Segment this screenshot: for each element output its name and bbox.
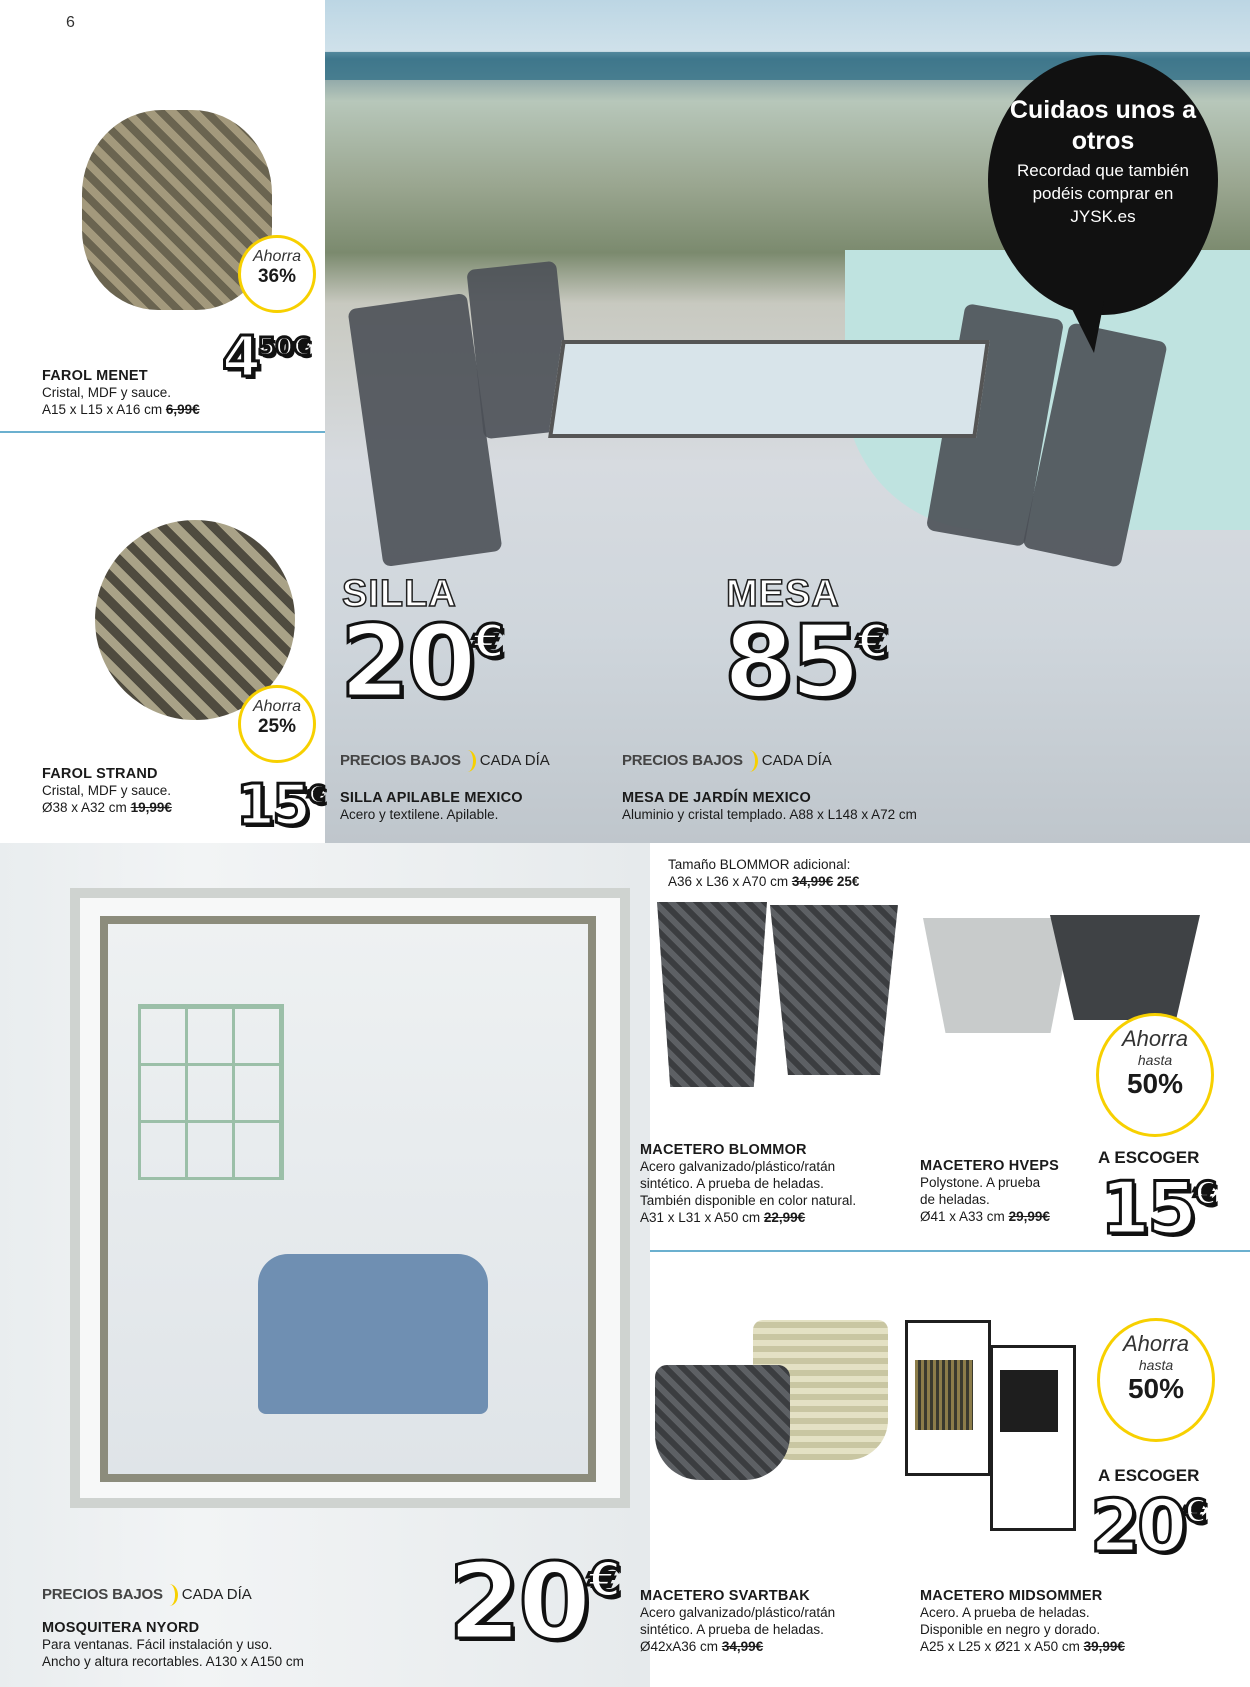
hveps-info: MACETERO HVEPS Polystone. A prueba de heladas. Ø41 x A33 cm 29,99€ xyxy=(920,1158,1059,1224)
group1-price: 15€ xyxy=(1100,1166,1217,1250)
silla-price: 20€ xyxy=(340,603,505,720)
midsommer-black-pot xyxy=(1000,1370,1058,1432)
ahorra-badge: Ahorra hasta 50% xyxy=(1097,1318,1215,1442)
blommor-tall-photo xyxy=(657,902,767,1087)
old-price: 6,99€ xyxy=(165,402,200,417)
old-price: 39,99€ xyxy=(1083,1639,1125,1654)
bubble-tail xyxy=(1068,301,1104,353)
group2-price: 20€ xyxy=(1090,1484,1207,1568)
old-price: 19,99€ xyxy=(130,800,172,815)
farol-menet-price: $4^{50€}$ xyxy=(222,325,311,390)
midsommer-info: MACETERO MIDSOMMER Acero. A prueba de heladas. Disponible en negro y dorado. A25 x L25 x Ø21 x A50 cm 39,99€ xyxy=(920,1588,1125,1654)
divider xyxy=(0,431,325,433)
precios-bajos-badge: PRECIOS BAJOS CADA DÍA xyxy=(622,750,832,772)
blommor-info: MACETERO BLOMMOR Acero galvanizado/plástico/ratán sintético. A prueba de heladas. También disponible en color natural. A31 x L31 x A50 cm 22,99€ xyxy=(640,1142,857,1225)
ahorra-badge: Ahorra 25% xyxy=(238,685,316,763)
silla-label: SILLA xyxy=(342,573,457,615)
old-price: 22,99€ xyxy=(763,1210,806,1225)
farol-menet-info: FAROL MENET Cristal, MDF y sauce. A15 x L15 x A16 cm 6,99€ xyxy=(42,368,200,417)
old-price: 34,99€ xyxy=(721,1639,764,1654)
a-escoger-label: A ESCOGER xyxy=(1098,1466,1200,1485)
mosquitera-info: MOSQUITERA NYORD Para ventanas. Fácil instalación y uso. Ancho y altura recortables. A130 x A150 cm xyxy=(42,1620,304,1669)
a-escoger-label: A ESCOGER xyxy=(1098,1148,1200,1167)
hveps-grey-photo xyxy=(923,918,1073,1033)
farol-strand-info: FAROL STRAND Cristal, MDF y sauce. Ø38 x A32 cm 19,99€ xyxy=(42,766,172,815)
blommor-short-photo xyxy=(770,905,898,1075)
mesa-price: 85€ xyxy=(724,603,889,720)
ahorra-badge: Ahorra hasta 50% xyxy=(1096,1013,1214,1137)
glass-table xyxy=(548,340,990,438)
ahorra-badge: Ahorra 36% xyxy=(238,235,316,313)
new-price: 25€ xyxy=(836,874,860,889)
mesa-label: MESA xyxy=(726,573,840,615)
divider xyxy=(650,1250,1250,1252)
screen-mesh xyxy=(100,916,596,1482)
window-frame xyxy=(70,888,630,1508)
precios-bajos-badge: PRECIOS BAJOS CADA DÍA xyxy=(42,1584,252,1606)
mosquitera-price: 20€ xyxy=(448,1541,622,1663)
farol-strand-price: 15€ xyxy=(236,773,326,838)
window-lattice xyxy=(138,1004,284,1180)
silla-info: SILLA APILABLE MEXICO Acero y textilene. Apilable. xyxy=(340,790,523,822)
page-number: 6 xyxy=(66,14,75,31)
svartbak-info: MACETERO SVARTBAK Acero galvanizado/plástico/ratán sintético. A prueba de heladas. Ø42xA36 cm 34,99€ xyxy=(640,1588,836,1654)
bubble-title: Cuidaos unos a otros xyxy=(1009,96,1197,155)
midsommer-gold-pot xyxy=(915,1360,973,1430)
blommor-extra-size: Tamaño BLOMMOR adicional: A36 x L36 x A70 cm 34,99€ 25€ xyxy=(668,857,860,889)
mesa-info: MESA DE JARDÍN MEXICO Aluminio y cristal templado. A88 x L148 x A72 cm xyxy=(622,790,917,822)
hveps-black-photo xyxy=(1050,915,1200,1020)
bed xyxy=(258,1254,488,1414)
old-price: 34,99€ xyxy=(791,874,834,889)
svartbak-grey-photo xyxy=(655,1365,790,1480)
bubble-text: Recordad que también podéis comprar en JYSK.es xyxy=(1016,161,1189,226)
precios-bajos-badge: PRECIOS BAJOS CADA DÍA xyxy=(340,750,550,772)
old-price: 29,99€ xyxy=(1008,1209,1050,1224)
speech-bubble xyxy=(988,55,1218,315)
